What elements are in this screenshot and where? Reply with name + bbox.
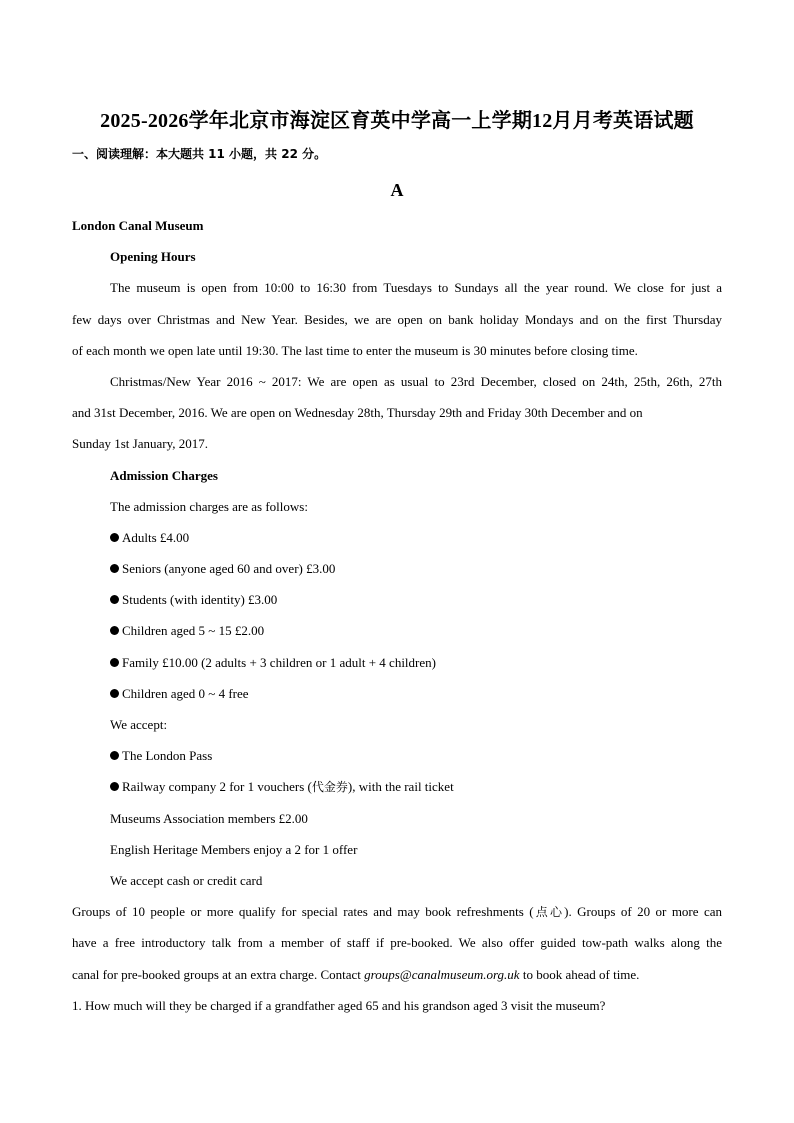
groups-line: Groups of 10 people or more qualify for special rates and may book refreshments (点心). Groups of 20 or more can bbox=[72, 904, 722, 920]
admission-heading: Admission Charges bbox=[110, 467, 218, 483]
opening-hours-heading: Opening Hours bbox=[110, 249, 196, 265]
bullet-icon bbox=[110, 658, 119, 667]
charge-item: Children aged 5 ~ 15 £2.00 bbox=[72, 621, 722, 652]
museums-association-line: Museums Association members £2.00 bbox=[110, 810, 308, 826]
groups-line: canal for pre-booked groups at an extra charge. Contact groups@canalmuseum.org.uk to book ahead of time. bbox=[72, 966, 640, 982]
paragraph-line: Sunday 1st January, 2017. bbox=[72, 436, 209, 452]
english-heritage-line: English Heritage Members enjoy a 2 for 1 offer bbox=[110, 841, 358, 857]
bullet-icon bbox=[110, 533, 119, 542]
groups-line: have a free introductory talk from a member of staff if pre-booked. We also offer guided tow-path walks along the bbox=[72, 935, 722, 951]
paragraph-line: of each month we open late until 19:30. The last time to enter the museum is 30 minutes before closing time. bbox=[72, 342, 638, 358]
paragraph-line: Christmas/New Year 2016 ~ 2017: We are open as usual to 23rd December, closed on 24th, 25th, 26th, 27th bbox=[110, 373, 722, 389]
charge-item: Family £10.00 (2 adults + 3 children or 1 adult + 4 children) bbox=[72, 653, 722, 684]
charge-item: Students (with identity) £3.00 bbox=[72, 590, 722, 621]
cash-credit-line: We accept cash or credit card bbox=[110, 872, 263, 888]
bullet-icon bbox=[110, 689, 119, 698]
accepted-item: Railway company 2 for 1 vouchers (代金券), with the rail ticket bbox=[72, 777, 722, 808]
paragraph-line: The museum is open from 10:00 to 16:30 from Tuesdays to Sundays all the year round. We close for just a bbox=[110, 280, 722, 296]
paragraph-line: few days over Christmas and New Year. Besides, we are open on bank holiday Mondays and on the first Thursday bbox=[72, 311, 722, 327]
bullet-icon bbox=[110, 782, 119, 791]
article-body bbox=[72, 216, 722, 1027]
exam-title: 2025-2026学年北京市海淀区育英中学高一上学期12月月考英语试题 bbox=[100, 110, 694, 132]
we-accept-label: We accept: bbox=[110, 717, 168, 732]
part-label: A bbox=[390, 180, 404, 200]
charge-item: Seniors (anyone aged 60 and over) £3.00 bbox=[72, 559, 722, 590]
bullet-icon bbox=[110, 626, 119, 635]
charge-item: Adults £4.00 bbox=[72, 528, 722, 559]
contact-email: groups@canalmuseum.org.uk bbox=[364, 966, 520, 982]
bullet-icon bbox=[110, 751, 119, 760]
charge-item: Children aged 0 ~ 4 free bbox=[72, 684, 722, 715]
admission-intro: The admission charges are as follows: bbox=[110, 498, 308, 514]
section-heading: 一、阅读理解：本大题共 11 小题，共 22 分。 bbox=[72, 147, 327, 161]
bullet-icon bbox=[110, 564, 119, 573]
article-heading: London Canal Museum bbox=[72, 218, 204, 233]
paragraph-line: and 31st December, 2016. We are open on Wednesday 28th, Thursday 29th and Friday 30th December and on bbox=[72, 405, 643, 421]
accepted-item: The London Pass bbox=[72, 746, 722, 777]
question-1: 1. How much will they be charged if a grandfather aged 65 and his grandson aged 3 visit the museum? bbox=[72, 997, 606, 1013]
bullet-icon bbox=[110, 595, 119, 604]
